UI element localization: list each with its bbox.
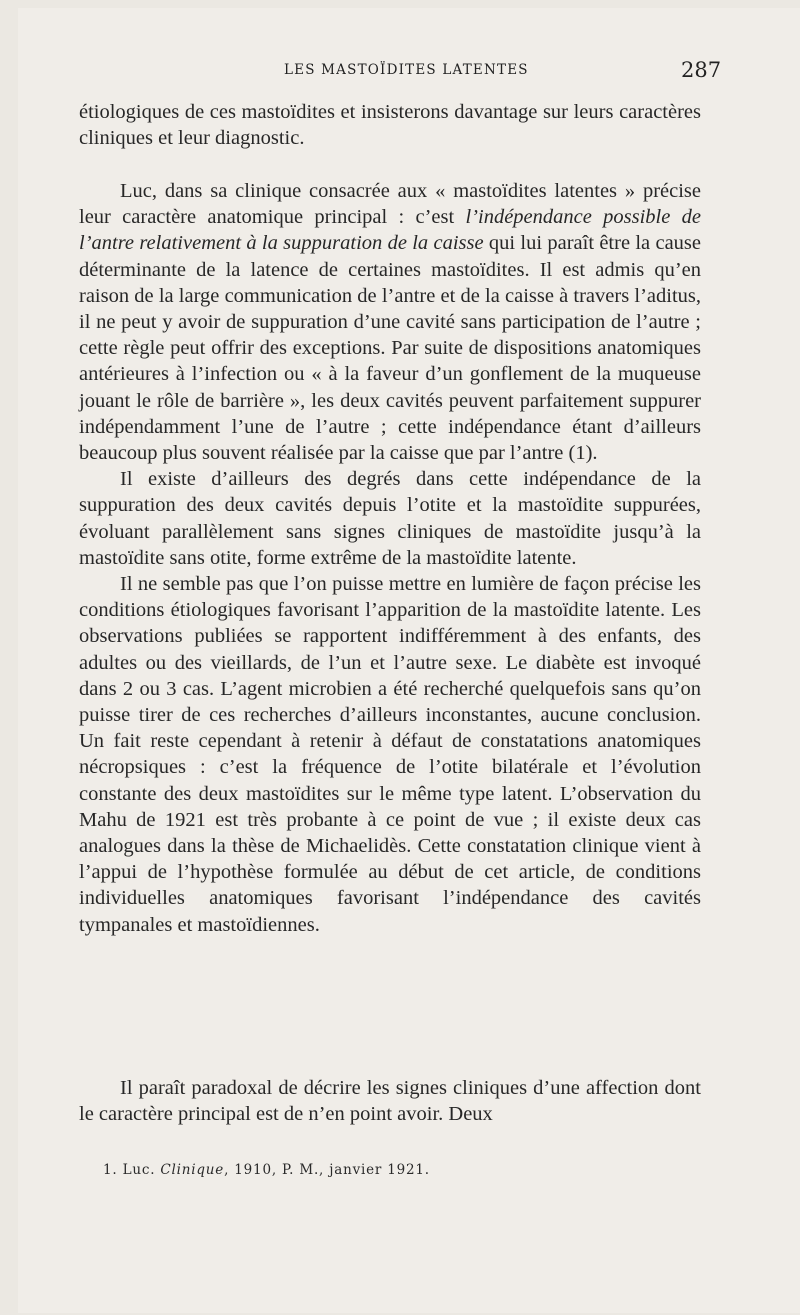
paragraph-paradox: Il paraît paradoxal de décrire les signes cliniques d’une affection dont le caractère principal est de n’en point avoir. Deux [79,1077,701,1126]
paragraph-luc-italic: l’indépendance possible de l’antre relativement à la suppuration de la caisse [79,206,701,255]
paragraph-luc [79,178,701,466]
text-block-top [79,99,701,151]
text-block-main [79,178,701,938]
paragraph-etiology: Il ne semble pas que l’on puisse mettre en lumière de façon précise les conditions étiologiques favorisant l’apparition de la mastoïdite latente. Les observations publiées se rapportent indifféremment à des enfants, des adultes ou des vieillards, de l’un et l’autre sexe. Le diabète est invoqué dans 2 ou 3 cas. L’agent microbien a été recherché quelquefois sans qu’on puisse tirer de ces recherches d’ailleurs inconstantes, aucune conclusion. Un fait reste cependant à retenir à défaut de constatations anatomiques nécropsiques : c’est la fréquence de l’otite bilatérale et l’évolution constante des deux mastoïdites sur le même type latent. L’observation du Mahu de 1921 est très probante à ce point de vue ; il existe deux cas analogues dans la thèse de Michaelidès. Cette constatation clinique vient à l’appui de l’hypothèse formulée au début de cet article, de conditions individuelles anatomiques favorisant l’indépendance des cavités tympanales et mastoïdiennes. [79,573,701,936]
footnote-details: , 1910, P. M., janvier 1921. [224,1162,430,1178]
paragraph-luc-start: Luc, dans sa clinique consacrée aux « mastoïdites latentes » précise leur caractère anatomique principal : c’est [79,180,701,229]
footnote-title: Clinique [160,1162,225,1178]
paragraph-luc-end: qui lui paraît être la cause déterminante de la latence de certaines mastoïdites. Il est admis qu’en raison de la large communication de l’antre et de la caisse à travers l’aditus, il ne peut y avoir de suppuration d’une cavité sans participation de l’autre ; cette règle peut offrir des exceptions. Par suite de dispositions anatomiques antérieures à l’infection ou « à la faveur d’un gonflement de la muqueuse jouant le rôle de barrière », les deux cavités peuvent parfaitement suppurer indépendamment l’une de l’autre ; cette indépendance étant d’ailleurs beaucoup plus souvent réalisée par la caisse que par l’antre (1). [79,232,701,465]
footnote-author: Luc. [122,1162,156,1178]
running-title: LES MASTOÏDITES LATENTES [284,62,529,78]
paragraph-degrees: Il existe d’ailleurs des degrés dans cette indépendance de la suppuration des deux cavités depuis l’otite et la mastoïdite suppurées, évoluant parallèlement sans signes cliniques de mastoïdite jusqu’à la mastoïdite sans otite, forme extrême de la mastoïdite latente. [79,468,701,569]
page-header [0,60,800,84]
text-block-bottom [79,1075,701,1127]
paragraph-continuation: étiologiques de ces mastoïdites et insisterons davantage sur leurs caractères cliniques et leur diagnostic. [79,101,701,150]
page-number: 287 [681,58,722,82]
footnote-number: 1. [103,1162,118,1178]
footnote [103,1162,430,1178]
